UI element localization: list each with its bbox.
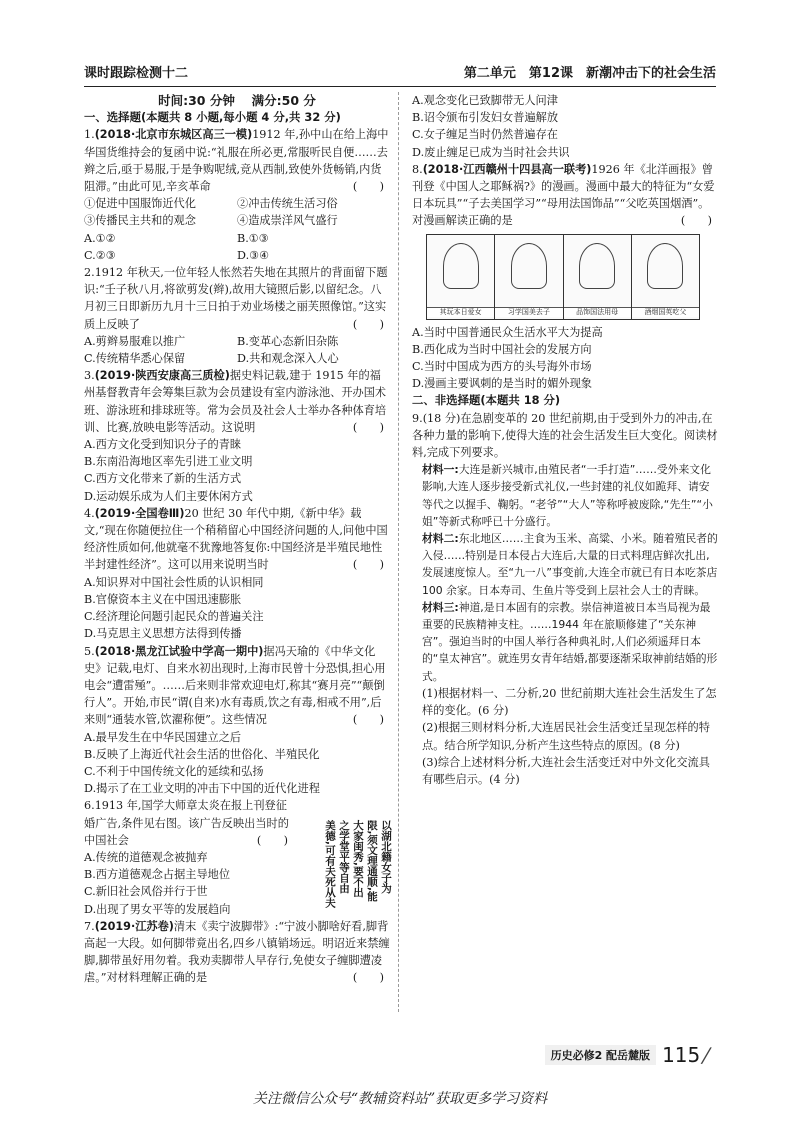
q7-source: (2019·江苏卷) bbox=[94, 919, 174, 933]
q5-stem: 据冯天瑜的《中华文化史》记载,电灯、自来水初出现时,上海市民曾十分恐惧,担心用电会“遭雷殛”。……后来则非常欢迎电灯,称其“赛月亮”“颠倒行人”。开始,市民“谓(自来)水有毒质,饮之有毒,相戒不用”,后来则“通装水管,饮濯称便”。这些情况 bbox=[84, 644, 386, 727]
question-2 bbox=[84, 264, 390, 367]
figure-icon bbox=[511, 243, 547, 289]
page-footer bbox=[545, 1043, 714, 1067]
q9-sub-question-2: (2)根据三则材料分析,大连居民社会生活变迁呈现怎样的特点。结合所学知识,分析产生这些特点的原因。(8 分) bbox=[422, 721, 710, 752]
question-9 bbox=[412, 410, 718, 788]
q7-option-b: B.诏令颁布引发妇女普遍解放 bbox=[412, 111, 559, 125]
q7-number: 7. bbox=[84, 919, 95, 933]
page-number: 115 bbox=[662, 1043, 701, 1067]
q9-sub-question-3: (3)综合上述材料分析,大连社会生活变迁对中外文化交流具有哪些启示。(4 分) bbox=[422, 755, 710, 786]
material-one-label: 材料一: bbox=[422, 463, 459, 477]
q1-item: ④造成崇洋风气盛行 bbox=[237, 214, 338, 228]
q4-option-c: C.经济理论问题引起民众的普遍关注 bbox=[84, 610, 264, 624]
material-three-text: 神道,是日本固有的宗教。崇信神道被日本当局视为最重要的民族精神支柱。……1944 年在旅顺修建了“关东神宫”。强迫当时的中国人举行各种典礼时,人们必须遥拜日本的“皇太神宫”。就连男女青年结婚,都要逐渐采取神前结婚的形式。 bbox=[422, 600, 718, 683]
q2-option-a: A.剪辫易服难以推广 bbox=[84, 334, 186, 348]
ad-column: 美德,可有夫死从夫 bbox=[324, 820, 336, 908]
question-1 bbox=[84, 126, 390, 264]
q8-source: (2018·江西赣州十四县高一联考) bbox=[422, 162, 592, 176]
q1-item: ②冲击传统生活习俗 bbox=[237, 197, 338, 211]
q2-stem: 1912 年秋天,一位年轻人怅然若失地在其照片的背面留下题识:“壬子秋八月,将欲剪发(辫),故用大镜照后影,以留纪念。八月初三日即新历九月十三日拍于劝业场楼之丽芙照像馆。”这实质上反映了 bbox=[84, 266, 388, 331]
q7-option-a: A.观念变化已致脚带无人问津 bbox=[412, 94, 558, 107]
q4-option-d: D.马克思主义思想方法得到传播 bbox=[84, 627, 242, 641]
q3-option-d: D.运动娱乐成为人们主要休闲方式 bbox=[84, 489, 253, 503]
header-left-title: 课时跟踪检测十二 bbox=[84, 66, 189, 81]
q4-answer-blank: ( ) bbox=[352, 558, 384, 572]
q6-option-b: B.西方道德观念占据主导地位 bbox=[84, 868, 231, 882]
cartoon-panel bbox=[427, 235, 495, 319]
q6-option-a: A.传统的道德观念被抛弃 bbox=[84, 850, 208, 864]
q2-answer-blank: ( ) bbox=[352, 317, 384, 331]
page-slash-decoration: / bbox=[700, 1043, 714, 1067]
q1-option-a: A.①② bbox=[84, 231, 116, 245]
q6-number: 6. bbox=[84, 799, 95, 813]
material-three-label: 材料三: bbox=[422, 600, 459, 614]
material-two-label: 材料二: bbox=[422, 532, 459, 546]
q4-option-b: B.官僚资本主义在中国迅速膨胀 bbox=[84, 592, 242, 606]
q1-option-c: C.②③ bbox=[84, 248, 116, 262]
figure-icon bbox=[579, 243, 615, 289]
cartoon-panel bbox=[632, 235, 699, 319]
ad-column: 限,须文理通顺,能 bbox=[366, 820, 378, 902]
ad-column: 之学堂平等自由 bbox=[338, 820, 350, 894]
q8-option-a: A.当时中国普通民众生活水平大为提高 bbox=[412, 325, 603, 339]
q7-stem: 清末《卖宁波脚带》:“宁波小脚啥好看,脚背高起一大段。如何脚带竟出名,四乡八镇销场远。明诏近来禁缠脚,脚带虽好用勿着。我劝卖脚带人早存行,免使女子缠脚遭凌虐。”对材料理解正确的是 bbox=[84, 919, 390, 985]
material-two-text: 东北地区……主食为玉米、高粱、小米。随着殖民者的入侵……特别是日本侵占大连后,大量的日式料理店鲜次扎出,发展速度惊人。至“九一八”事变前,大连全市就已有日本吃茶店 100 余家。日本寿司、生鱼片等受到上层社会人士的青睐。 bbox=[422, 532, 718, 597]
figure-icon bbox=[443, 243, 479, 289]
q5-number: 5. bbox=[84, 644, 95, 658]
header-right-title: 第二单元 第12课 新潮冲击下的社会生活 bbox=[463, 66, 716, 81]
q5-option-b: B.反映了上海近代社会生活的世俗化、半殖民化 bbox=[84, 747, 320, 761]
panel-caption: 其玩本日爱女 bbox=[427, 307, 494, 317]
q8-option-c: C.当时中国成为西方的头号海外市场 bbox=[412, 360, 592, 374]
q4-number: 4. bbox=[84, 506, 95, 520]
panel-caption: 酒烟国英吃父 bbox=[632, 307, 699, 317]
panel-caption: 习学国美去子 bbox=[495, 307, 562, 317]
q7-option-d: D.废止缠足已成为当时社会共识 bbox=[412, 145, 570, 159]
cartoon-image bbox=[426, 234, 700, 320]
section-one-title: 一、选择题(本题共 8 小题,每小题 4 分,共 32 分) bbox=[84, 110, 341, 125]
q1-option-b: B.①③ bbox=[237, 231, 269, 245]
cartoon-panel bbox=[564, 235, 632, 319]
right-column bbox=[412, 92, 718, 788]
q5-option-c: C.不利于中国传统文化的延续和弘扬 bbox=[84, 764, 264, 778]
q1-stem: 1912 年,孙中山在给上海中华国货维持会的复函中说:“礼服在所必更,常服听民自便……去辫之后,亟于易服,于是争购呢绒,竞从西制,致使外货畅销,内货阻滞。”由此可见,辛亥革命 bbox=[84, 128, 389, 194]
marriage-ad-figure bbox=[292, 820, 392, 910]
q1-answer-blank: ( ) bbox=[352, 180, 384, 194]
q4-option-a: A.知识界对中国社会性质的认识相同 bbox=[84, 575, 264, 589]
material-one bbox=[412, 461, 718, 530]
q3-option-b: B.东南沿海地区率先引进工业文明 bbox=[84, 455, 253, 469]
q2-option-c: C.传统精华悉心保留 bbox=[84, 352, 186, 366]
q8-answer-blank: ( ) bbox=[680, 214, 712, 228]
q6-option-d: D.出现了男女平等的发展趋向 bbox=[84, 902, 231, 916]
q5-option-a: A.最早发生在中华民国建立之后 bbox=[84, 730, 242, 744]
question-3 bbox=[84, 367, 390, 505]
question-7 bbox=[84, 918, 390, 987]
q1-option-d: D.③④ bbox=[237, 248, 270, 262]
header-rule bbox=[84, 86, 716, 87]
material-three bbox=[412, 599, 718, 685]
page-header bbox=[84, 62, 716, 84]
q5-source: (2018·黑龙江试验中学高一期中) bbox=[94, 644, 264, 658]
section-two-title: 二、非选择题(本题共 18 分) bbox=[412, 393, 561, 408]
q2-option-b: B.变革心态新旧杂陈 bbox=[237, 334, 339, 348]
question-5 bbox=[84, 643, 390, 798]
q5-answer-blank: ( ) bbox=[352, 713, 384, 727]
q2-number: 2. bbox=[84, 266, 95, 280]
figure-icon bbox=[647, 243, 683, 289]
book-edition-tag: 历史必修2 配岳麓版 bbox=[545, 1045, 656, 1065]
question-4 bbox=[84, 505, 390, 643]
q6-option-c: C.新旧社会风俗并行于世 bbox=[84, 885, 208, 899]
q7-answer-blank: ( ) bbox=[352, 971, 384, 985]
column-divider bbox=[398, 92, 399, 1012]
q8-number: 8. bbox=[412, 162, 423, 176]
question-6 bbox=[84, 797, 294, 917]
q3-option-a: A.西方文化受到知识分子的青睐 bbox=[84, 438, 242, 452]
material-one-text: 大连是新兴城市,由殖民者“一手打造”……受外来文化影响,大连人逐步接受新式礼仪,一些封建的礼仪如跪拜、请安等代之以握手、鞠躬。“老爷”“大人”等称呼被废除,“先生”“小姐”等新式称呼已十分盛行。 bbox=[422, 463, 713, 528]
q3-number: 3. bbox=[84, 369, 95, 383]
bottom-footnote: 关注微信公众号“教辅资料站”获取更多学习资料 bbox=[252, 1091, 548, 1107]
q9-stem: (18 分)在急剧变革的 20 世纪前期,由于受到外力的冲击,在各种力量的影响下,使得大连的社会生活发生巨大变化。阅读材料,完成下列要求。 bbox=[412, 411, 718, 460]
q1-item: ①促进中国服饰近代化 bbox=[84, 197, 196, 211]
q9-number: 9. bbox=[412, 411, 423, 425]
q3-source: (2019·陕西安康高三质检) bbox=[94, 369, 230, 383]
q5-option-d: D.揭示了在工业文明的冲击下中国的近代化进程 bbox=[84, 782, 320, 796]
cartoon-panel bbox=[495, 235, 563, 319]
panel-caption: 品饰国法用母 bbox=[564, 307, 631, 317]
q6-answer-blank: ( ) bbox=[256, 833, 288, 847]
ad-column: 以湖北籍女子为 bbox=[380, 820, 392, 894]
q1-source: (2018·北京市东城区高三一模) bbox=[94, 128, 253, 142]
question-8 bbox=[412, 161, 718, 393]
q8-option-d: D.漫画主要讽刺的是当时的媚外现象 bbox=[412, 377, 592, 391]
q3-option-c: C.西方文化带来了新的生活方式 bbox=[84, 472, 242, 486]
q8-option-b: B.西化成为当时中国社会的发展方向 bbox=[412, 342, 592, 356]
q7-option-c: C.女子缠足当时仍然普遍存在 bbox=[412, 128, 558, 142]
q9-sub-question-1: (1)根据材料一、二分析,20 世纪前期大连社会生活发生了怎样的变化。(6 分) bbox=[422, 686, 717, 718]
q1-item: ③传播民主共和的观念 bbox=[84, 214, 196, 228]
q8-stem: 1926 年《北洋画报》曾刊登《中国人之耶稣祸?》的漫画。漫画中最大的特征为“女爱日本玩具”“子去美国学习”“母用法国饰品”“父吃英国烟酒”。对漫画解读正确的是 bbox=[412, 162, 715, 228]
q1-number: 1. bbox=[84, 128, 95, 142]
q3-answer-blank: ( ) bbox=[352, 420, 384, 434]
q3-stem: 据史料记载,建于 1915 年的福州基督教青年会筹集巨款为会员建设有室内游泳池、开办国术班、游泳班和排球班等。常为会员及社会人士举办各种体育培训、比赛,放映电影等活动。这说明 bbox=[84, 369, 387, 434]
q4-source: (2019·全国卷Ⅲ) bbox=[94, 506, 185, 520]
q4-stem: 20 世纪 30 年代中期,《新中华》载文,“现在你随便拉住一个稍稍留心中国经济问题的人,问他中国经济性质如何,他就毫不犹豫地答复你:中国经济是半殖民地性半封建性经济”。这可以用来说明当时 bbox=[84, 506, 388, 572]
ad-column: 大家闺秀,要不出 bbox=[352, 820, 364, 898]
q6-stem: 1913 年,国学大师章太炎在报上刊登征婚广告,条件见右图。该广告反映出当时的中国社会 bbox=[84, 799, 289, 847]
time-score-bar: 时间:30 分钟 满分:50 分 bbox=[158, 93, 316, 108]
material-two bbox=[412, 530, 718, 599]
q2-option-d: D.共和观念深入人心 bbox=[237, 352, 339, 366]
